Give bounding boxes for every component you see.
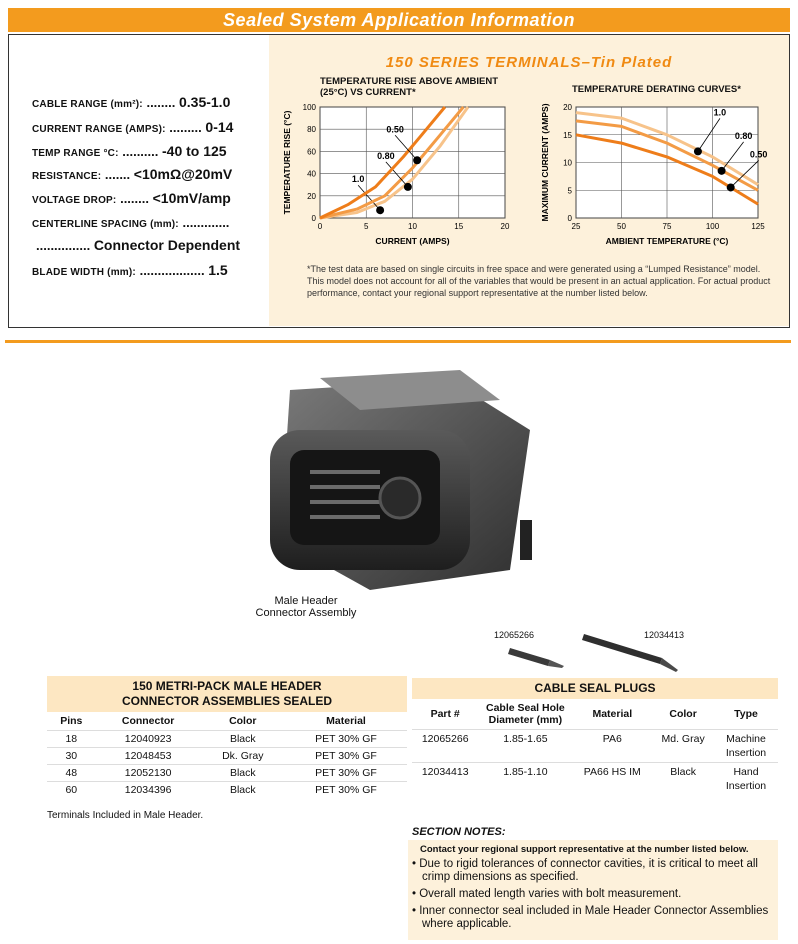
section-notes-title: SECTION NOTES: bbox=[412, 826, 506, 838]
section-divider bbox=[5, 340, 791, 343]
spec-blade-width: BLADE WIDTH (mm): .................. 1.5 bbox=[32, 262, 228, 278]
x-tick-label: 10 bbox=[408, 222, 417, 231]
col-type: Type bbox=[734, 708, 758, 720]
spec-centerline-value: ............... Connector Dependent bbox=[36, 237, 241, 253]
male-header-connector-image bbox=[250, 370, 550, 610]
col-material: Material bbox=[326, 715, 366, 727]
page-title: Sealed System Application Information bbox=[223, 10, 575, 30]
y-tick-label: 5 bbox=[567, 186, 572, 196]
derating-chart bbox=[536, 98, 786, 258]
seal-plug-large-image bbox=[580, 632, 680, 674]
x-tick-label: 125 bbox=[751, 222, 765, 231]
x-tick-label: 25 bbox=[571, 222, 581, 231]
series-marker-1.0 bbox=[694, 147, 702, 155]
y-tick-label: 100 bbox=[302, 103, 316, 112]
y-tick-label: 0 bbox=[311, 214, 316, 223]
y-tick-label: 10 bbox=[563, 158, 572, 168]
photo-caption: Male Header Connector Assembly bbox=[255, 595, 357, 619]
note-item: • Due to rigid tolerances of connector cavities, it is critical to meet all crimp dimensions as specified. bbox=[412, 858, 758, 883]
table-row: 12034413 1.85-1.10 PA66 HS IM Black Hand Insertion bbox=[412, 763, 778, 796]
spec-voltage-drop: VOLTAGE DROP: ........ <10mV/amp bbox=[32, 190, 231, 206]
section-notes-lead: Contact your regional support representative at the number listed below. bbox=[420, 844, 749, 855]
header-table-title: 150 METRI-PACK MALE HEADER CONNECTOR ASSEMBLIES SEALED bbox=[47, 676, 407, 712]
x-tick-label: 50 bbox=[617, 222, 626, 231]
col-part: Part # bbox=[430, 708, 460, 720]
table-row: 48 12052130 Black PET 30% GF bbox=[47, 765, 407, 782]
y-tick-label: 20 bbox=[307, 191, 316, 201]
y-axis-label: TEMPERATURE RISE (°C) bbox=[282, 110, 292, 215]
plug2-label: 12034413 bbox=[644, 630, 685, 640]
series-label-0.50: 0.50 bbox=[386, 124, 404, 135]
col-connector: Connector bbox=[121, 715, 175, 727]
x-axis-label: AMBIENT TEMPERATURE (°C) bbox=[605, 236, 729, 246]
header-assemblies-table bbox=[47, 676, 407, 798]
y-tick-label: 40 bbox=[307, 169, 316, 179]
x-axis-label: CURRENT (AMPS) bbox=[375, 236, 450, 246]
series-marker-0.50 bbox=[413, 156, 421, 164]
y-tick-label: 15 bbox=[563, 130, 572, 140]
header-table-note: Terminals Included in Male Header. bbox=[47, 810, 204, 821]
x-tick-label: 0 bbox=[317, 222, 323, 231]
series-label-0.80: 0.80 bbox=[377, 150, 395, 161]
y-tick-label: 0 bbox=[567, 214, 572, 223]
spec-temp-range: TEMP RANGE °C: .......... -40 to 125 bbox=[32, 143, 227, 159]
series-label-0.80: 0.80 bbox=[734, 130, 753, 141]
spec-resistance: RESISTANCE: ....... <10mΩ@20mV bbox=[32, 166, 233, 182]
col-diameter: Cable Seal Hole Diameter (mm) bbox=[485, 702, 565, 726]
table-row: 18 12040923 Black PET 30% GF bbox=[47, 731, 407, 748]
y-tick-label: 80 bbox=[307, 125, 316, 135]
spec-current-range: CURRENT RANGE (AMPS): ......... 0-14 bbox=[32, 119, 234, 135]
spec-centerline-spacing: CENTERLINE SPACING (mm): ............. bbox=[32, 215, 230, 230]
x-tick-label: 15 bbox=[454, 222, 464, 231]
cable-seal-plugs-table bbox=[412, 678, 778, 795]
table-row: 30 12048453 Dk. Gray PET 30% GF bbox=[47, 748, 407, 765]
series-marker-0.80 bbox=[718, 167, 726, 175]
series-label-1.0: 1.0 bbox=[351, 174, 365, 185]
series-label-0.50: 0.50 bbox=[749, 149, 768, 160]
series-title: 150 SERIES TERMINALS–Tin Plated bbox=[385, 54, 673, 71]
x-tick-label: 75 bbox=[662, 222, 672, 231]
col-material: Material bbox=[592, 708, 633, 720]
chart-footnote: *The test data are based on single circuits in free space and were generated using a “Lumped Resistance” model. This model does not account for all of the variables that would be present in an actual application. For actual product performance, contact your regional support representative at the number listed below. bbox=[307, 264, 771, 298]
series-marker-1.0 bbox=[376, 206, 384, 214]
note-item: • Inner connector seal included in Male Header Connector Assemblies where applicable. bbox=[412, 905, 769, 930]
temperature-rise-chart bbox=[276, 98, 526, 258]
note-item: • Overall mated length varies with bolt measurement. bbox=[412, 888, 682, 900]
table-row: 12065266 1.85-1.65 PA6 Md. Gray Machine Insertion bbox=[412, 730, 778, 763]
y-tick-label: 60 bbox=[307, 147, 316, 157]
x-tick-label: 5 bbox=[364, 222, 369, 231]
col-color: Color bbox=[229, 715, 257, 727]
y-axis-label: MAXIMUM CURRENT (AMPS) bbox=[540, 103, 550, 222]
spec-cable-range: CABLE RANGE (mm²): ........ 0.35-1.0 bbox=[32, 94, 231, 110]
x-tick-label: 100 bbox=[705, 222, 720, 231]
chart2-title: TEMPERATURE DERATING CURVES* bbox=[572, 84, 741, 95]
seal-table-title: CABLE SEAL PLUGS bbox=[412, 678, 778, 699]
col-color: Color bbox=[669, 708, 697, 720]
col-pins: Pins bbox=[60, 715, 83, 727]
series-marker-0.50 bbox=[727, 183, 735, 191]
seal-plug-small-image bbox=[508, 640, 566, 670]
series-marker-0.80 bbox=[404, 183, 412, 191]
y-tick-label: 20 bbox=[563, 103, 572, 112]
chart1-title: TEMPERATURE RISE ABOVE AMBIENT (25°C) VS CURRENT* bbox=[320, 76, 499, 98]
table-row: 60 12034396 Black PET 30% GF bbox=[47, 782, 407, 799]
series-label-1.0: 1.0 bbox=[713, 107, 727, 118]
x-tick-label: 20 bbox=[500, 222, 510, 231]
plug1-label: 12065266 bbox=[494, 630, 535, 640]
